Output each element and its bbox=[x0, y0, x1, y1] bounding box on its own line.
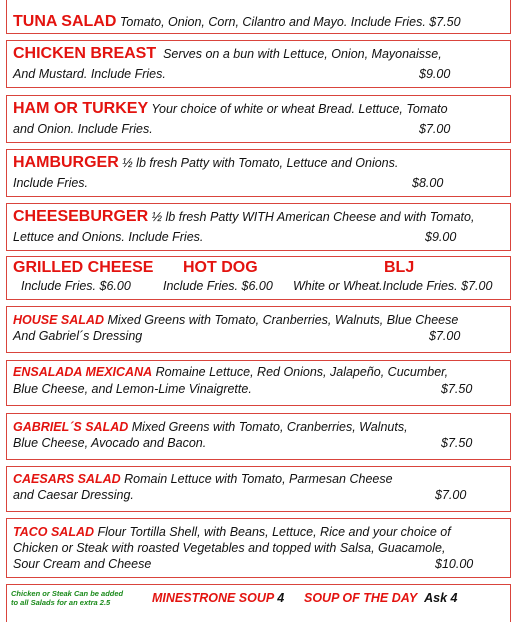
item-price: $8.00 bbox=[412, 176, 444, 190]
menu-item-hamburger bbox=[6, 149, 511, 197]
item-desc: Romaine Lettuce, Red Onions, Jalapeño, Cucumber, bbox=[152, 365, 449, 379]
item-desc: Mixed Greens with Tomato, Cranberries, Walnuts, bbox=[128, 420, 408, 434]
item-desc-2: And Mustard. Include Fries. bbox=[13, 67, 166, 81]
grilled-cheese-name: GRILLED CHEESE bbox=[13, 259, 154, 276]
item-desc: ½ lb fresh Patty WITH American Cheese and with Tomato, bbox=[151, 210, 475, 224]
item-price: $7.00 bbox=[429, 329, 461, 343]
item-desc-2: And Gabriel´s Dressing bbox=[13, 329, 143, 343]
menu-item-caesars-salad bbox=[6, 466, 511, 512]
minestrone-soup: MINESTRONE SOUP 4 bbox=[152, 591, 285, 605]
item-desc-2: and Caesar Dressing. bbox=[13, 488, 134, 502]
item-desc: Serves on a bun with Lettuce, Onion, Mayonaisse, bbox=[163, 47, 442, 61]
item-name: CHICKEN BREAST bbox=[13, 45, 157, 62]
item-name: CHEESEBURGER bbox=[13, 208, 149, 225]
item-name: CAESARS SALAD bbox=[13, 472, 121, 486]
hot-dog-name: HOT DOG bbox=[183, 259, 258, 276]
menu-item-tuna-salad bbox=[6, 0, 511, 34]
menu-item-house-salad bbox=[6, 306, 511, 353]
soup-of-the-day: SOUP OF THE DAY Ask 4 bbox=[304, 591, 458, 605]
item-desc-2: Chicken or Steak with roasted Vegetables and topped with Salsa, Guacamole, bbox=[13, 541, 446, 555]
item-name: TUNA SALAD bbox=[13, 13, 117, 30]
item-name: GABRIEL´S SALAD bbox=[13, 420, 129, 434]
item-desc: Flour Tortilla Shell, with Beans, Lettuce, Rice and your choice of bbox=[94, 525, 451, 539]
item-name: HAM OR TURKEY bbox=[13, 100, 149, 117]
item-price: $10.00 bbox=[435, 557, 474, 571]
menu-item-row-grilled-hotdog-blj bbox=[6, 256, 511, 300]
grilled-cheese-desc: Include Fries. $6.00 bbox=[21, 279, 131, 293]
menu-item-ham-or-turkey bbox=[6, 95, 511, 143]
menu-item-chicken-breast bbox=[6, 40, 511, 88]
item-desc: Mixed Greens with Tomato, Cranberries, Walnuts, Blue Cheese bbox=[103, 313, 459, 327]
blj-desc: White or Wheat.Include Fries. $7.00 bbox=[293, 279, 493, 293]
menu-footer-soups bbox=[6, 584, 511, 622]
item-desc: Tomato, Onion, Corn, Cilantro and Mayo. Include Fries. $7.50 bbox=[116, 15, 461, 29]
item-name: HOUSE SALAD bbox=[13, 313, 104, 327]
item-desc-2: Include Fries. bbox=[13, 176, 89, 190]
item-name: ENSALADA MEXICANA bbox=[13, 365, 153, 379]
salad-addon-note: Chicken or Steak Can be added to all Salads for an extra 2.5 bbox=[11, 589, 124, 607]
item-desc-2: Blue Cheese, Avocado and Bacon. bbox=[13, 436, 207, 450]
item-desc: Your choice of white or wheat Bread. Lettuce, Tomato bbox=[148, 102, 448, 116]
menu-item-cheeseburger bbox=[6, 203, 511, 251]
item-desc-2: Blue Cheese, and Lemon-Lime Vinaigrette. bbox=[13, 382, 252, 396]
item-name: HAMBURGER bbox=[13, 154, 119, 171]
item-name: TACO SALAD bbox=[13, 525, 95, 539]
menu-item-gabriels-salad bbox=[6, 413, 511, 460]
menu-item-ensalada-mexicana bbox=[6, 360, 511, 406]
blj-name: BLJ bbox=[384, 259, 415, 276]
item-desc: ½ lb fresh Patty with Tomato, Lettuce and Onions. bbox=[122, 156, 399, 170]
item-price: $7.00 bbox=[419, 122, 451, 136]
hot-dog-desc: Include Fries. $6.00 bbox=[163, 279, 273, 293]
item-desc-2: and Onion. Include Fries. bbox=[13, 122, 153, 136]
item-price: $9.00 bbox=[425, 230, 457, 244]
item-desc: Romain Lettuce with Tomato, Parmesan Cheese bbox=[120, 472, 393, 486]
item-price: $9.00 bbox=[419, 67, 451, 81]
item-desc-2: Lettuce and Onions. Include Fries. bbox=[13, 230, 204, 244]
item-desc-3: Sour Cream and Cheese bbox=[13, 557, 152, 571]
item-price: $7.50 bbox=[441, 382, 473, 396]
item-price: $7.00 bbox=[435, 488, 467, 502]
item-price: $7.50 bbox=[441, 436, 473, 450]
menu-item-taco-salad bbox=[6, 518, 511, 578]
